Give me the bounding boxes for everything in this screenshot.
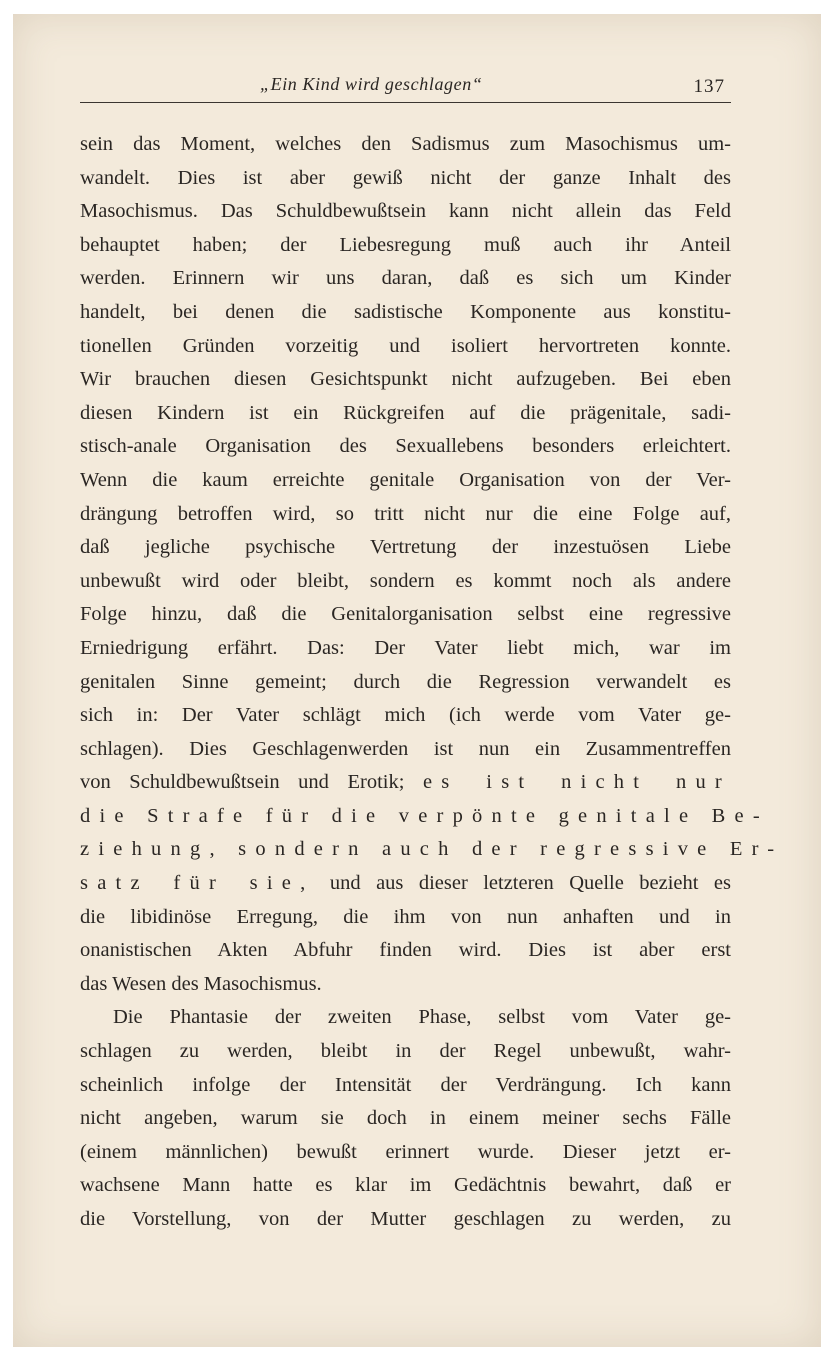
text-line: [80, 766, 731, 800]
text-line: (einem männlichen) bewußt erinnert wurde. Dieser jetzt er-: [80, 1140, 731, 1163]
text-line: wachsene Mann hatte es klar im Gedächtnis bewahrt, daß er: [80, 1174, 731, 1197]
text-line: Masochismus. Das Schuldbewußtsein kann nicht allein das Feld: [80, 200, 731, 223]
text-line: Wenn die kaum erreichte genitale Organisation von der Ver-: [80, 468, 731, 491]
book-page: [80, 72, 784, 1237]
spaced-emphasis: satz für sie,: [80, 872, 315, 895]
paragraph: [80, 1001, 731, 1236]
text-run: von Schuldbewußtsein und Erotik;: [80, 771, 423, 794]
body-text: [80, 128, 784, 1237]
text-line: Wir brauchen diesen Gesichtspunkt nicht aufzugeben. Bei eben: [80, 368, 731, 391]
text-line: Folge hinzu, daß die Genitalorganisation selbst eine regressive: [80, 603, 731, 626]
text-line: die libidinöse Erregung, die ihm von nun anhaften und in: [80, 905, 731, 928]
text-line: schlagen zu werden, bleibt in der Regel unbewußt, wahr-: [80, 1040, 731, 1063]
text-line: diesen Kindern ist ein Rückgreifen auf die prägenitale, sadi-: [80, 401, 731, 424]
text-line: sich in: Der Vater schlägt mich (ich werde vom Vater ge-: [80, 704, 731, 727]
text-run: und aus dieser letzteren Quelle bezieht es: [314, 872, 731, 895]
text-line: onanistischen Akten Abfuhr finden wird. Dies ist aber erst: [80, 939, 731, 962]
spaced-emphasis-line: ziehung, sondern auch der regressive Er-: [80, 838, 784, 861]
spaced-emphasis: es ist nicht nur: [422, 771, 731, 794]
text-line: schlagen). Dies Geschlagenwerden ist nun ein Zusammentreffen: [80, 737, 731, 760]
running-title: „Ein Kind wird geschlagen“: [260, 74, 483, 94]
text-line: genitalen Sinne gemeint; durch die Regression verwandelt es: [80, 670, 731, 693]
page-number: 137: [693, 76, 725, 97]
text-line: behauptet haben; der Liebesregung muß auch ihr Anteil: [80, 233, 731, 256]
text-line: Erniedrigung erfährt. Das: Der Vater liebt mich, war im: [80, 636, 731, 659]
text-line: scheinlich infolge der Intensität der Verdrängung. Ich kann: [80, 1073, 731, 1096]
text-line: unbewußt wird oder bleibt, sondern es kommt noch als andere: [80, 569, 731, 592]
text-line: tionellen Gründen vorzeitig und isoliert hervortreten konnte.: [80, 334, 731, 357]
text-line: daß jegliche psychische Vertretung der inzestuösen Liebe: [80, 536, 731, 559]
paragraph: [80, 128, 784, 1001]
running-header: [80, 72, 731, 103]
text-line: stisch-anale Organisation des Sexuallebens besonders erleichtert.: [80, 435, 731, 458]
text-line: wandelt. Dies ist aber gewiß nicht der ganze Inhalt des: [80, 166, 731, 189]
text-line: handelt, bei denen die sadistische Komponente aus konstitu-: [80, 300, 731, 323]
text-line: Die Phantasie der zweiten Phase, selbst vom Vater ge-: [113, 1006, 731, 1029]
spaced-emphasis-line: die Strafe für die verpönte genitale Be-: [80, 804, 769, 827]
text-line: drängung betroffen wird, so tritt nicht nur die eine Folge auf,: [80, 502, 731, 525]
text-line: das Wesen des Masochismus.: [80, 972, 322, 995]
text-line: [80, 867, 731, 901]
text-line: nicht angeben, warum sie doch in einem meiner sechs Fälle: [80, 1107, 731, 1130]
text-line: sein das Moment, welches den Sadismus zum Masochismus um-: [80, 133, 731, 155]
text-line: die Vorstellung, von der Mutter geschlagen zu werden, zu: [80, 1208, 731, 1230]
text-line: werden. Erinnern wir uns daran, daß es sich um Kinder: [80, 267, 731, 290]
